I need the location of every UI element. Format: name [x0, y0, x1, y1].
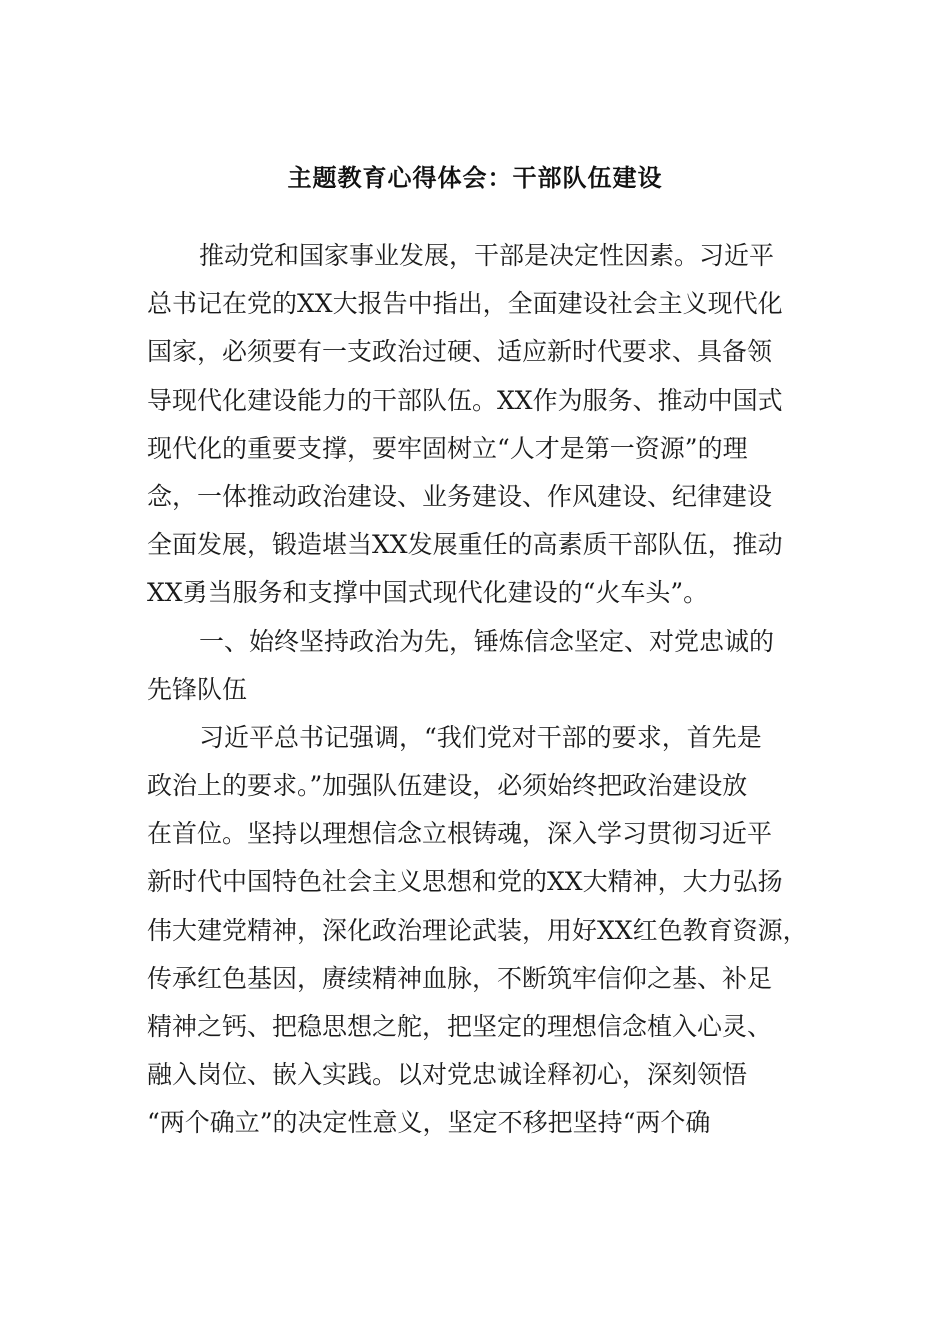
- paragraph-2-line-1: 习近平总书记强调，“我们党对干部的要求，首先是: [199, 722, 762, 752]
- paragraph-1-line-8: XX勇当服务和支撑中国式现代化建设的“火车头”。: [147, 578, 709, 608]
- paragraph-1-line-1: 推动党和国家事业发展，干部是决定性因素。习近平: [199, 241, 775, 270]
- document-body: [147, 232, 847, 1148]
- paragraph-2-line-6: 传承红色基因，赓续精神血脉，不断筑牢信仰之基、补足: [147, 963, 773, 993]
- paragraph-2-line-2: 政治上的要求。”加强队伍建设，必须始终把政治建设放: [147, 771, 748, 801]
- paragraph-2-line-8: 融入岗位、嵌入实践。以对党忠诚诠释初心，深刻领悟: [147, 1060, 748, 1090]
- section-heading-line-2: 先锋队伍: [147, 674, 248, 704]
- paragraph-2-line-5: 伟大建党精神，深化政治理论武装，用好XX红色教育资源，: [147, 915, 808, 945]
- paragraph-1-line-5: 现代化的重要支撑，要牢固树立“人才是第一资源”的理: [147, 433, 748, 463]
- paragraph-1-line-6: 念，一体推动政治建设、业务建设、作风建设、纪律建设: [147, 481, 773, 511]
- paragraph-2-line-9: “两个确立”的决定性意义，坚定不移把坚持“两个确: [147, 1108, 711, 1138]
- paragraph-1-line-4: 导现代化建设能力的干部队伍。XX作为服务、推动中国式: [147, 385, 783, 415]
- section-heading-line-1: 一、始终坚持政治为先，锤炼信念坚定、对党忠诚的: [199, 626, 775, 656]
- paragraph-2-line-3: 在首位。坚持以理想信念立根铸魂，深入学习贯彻习近平: [147, 819, 773, 849]
- paragraph-1-line-7: 全面发展，锻造堪当XX发展重任的高素质干部队伍，推动: [147, 530, 783, 560]
- paragraph-1-line-2: 总书记在党的XX大报告中指出，全面建设社会主义现代化: [147, 289, 783, 319]
- paragraph-2-line-7: 精神之钙、把稳思想之舵，把坚定的理想信念植入心灵、: [147, 1012, 773, 1041]
- paragraph-2-line-4: 新时代中国特色社会主义思想和党的XX大精神，大力弘扬: [147, 867, 783, 897]
- document-title: 主题教育心得体会：干部队伍建设: [287, 163, 663, 192]
- paragraph-1-line-3: 国家，必须要有一支政治过硬、适应新时代要求、具备领: [147, 337, 773, 367]
